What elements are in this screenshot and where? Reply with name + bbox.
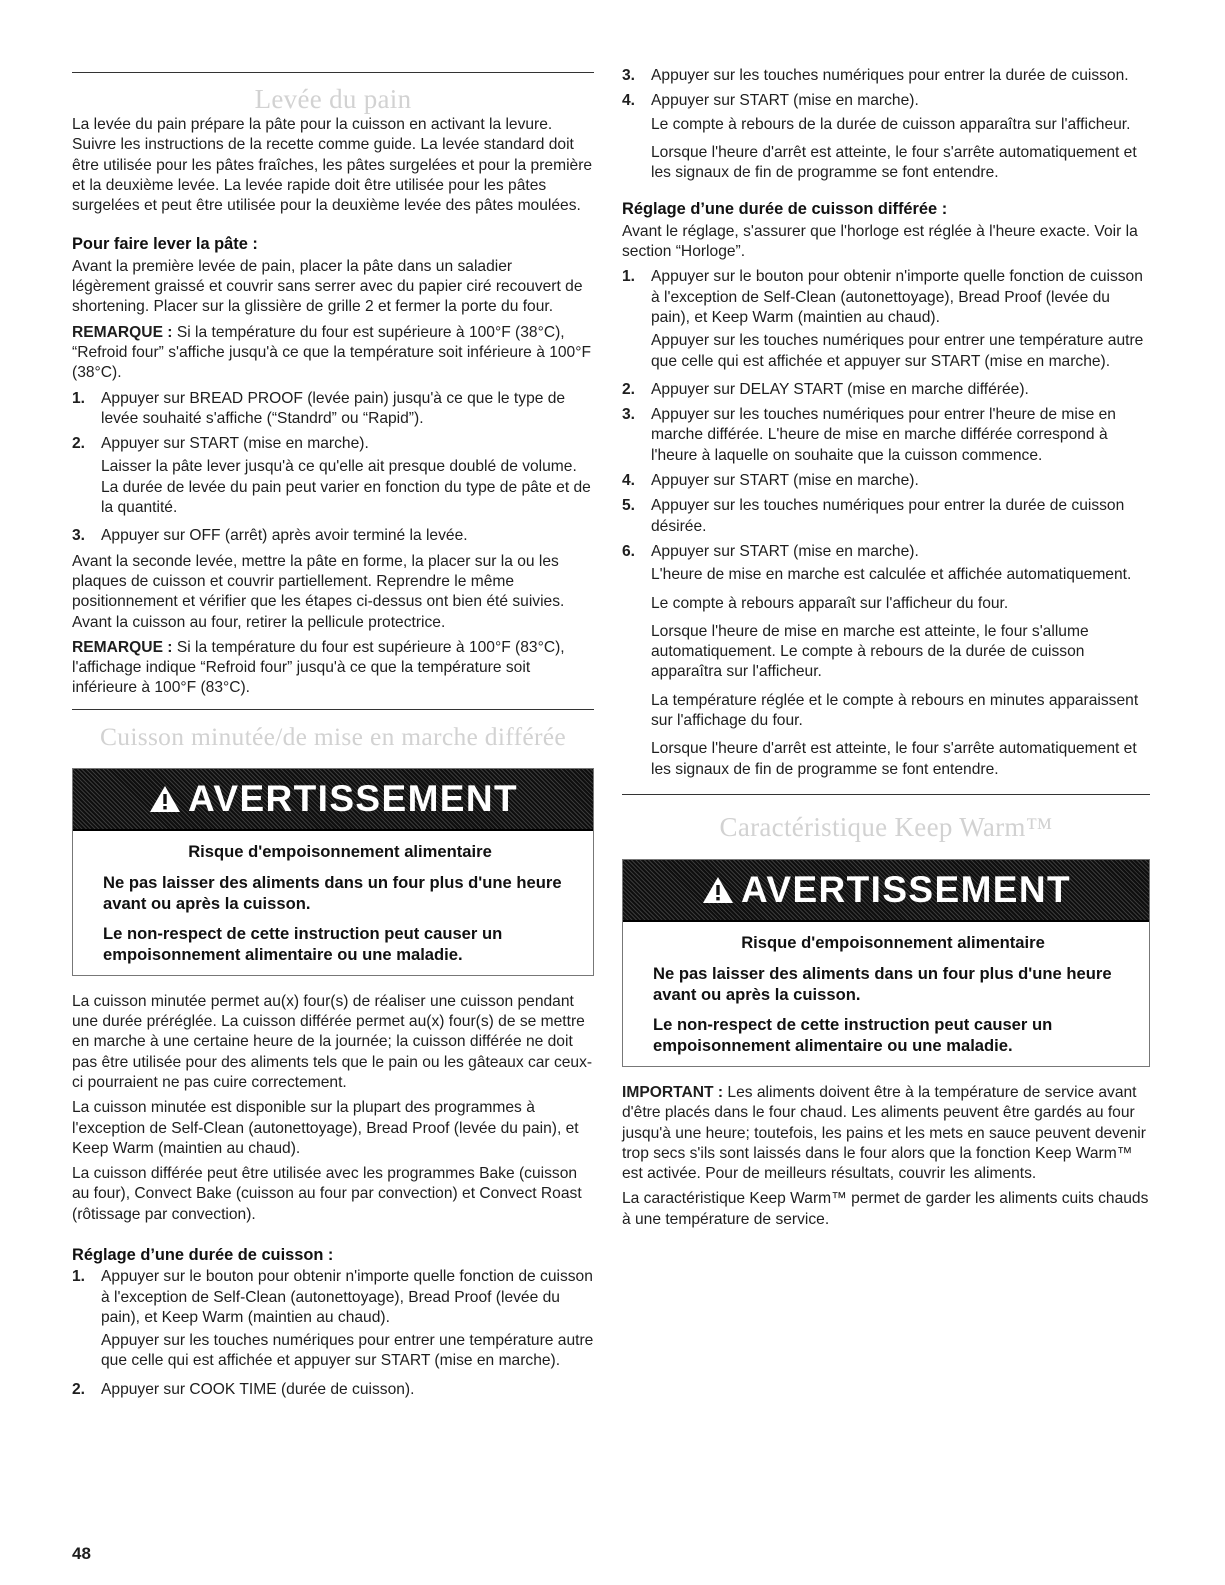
cuisson-step-2 — [72, 1380, 594, 1400]
cuisson-subheading: Réglage d’une durée de cuisson : — [72, 1245, 334, 1264]
step-number: 2. — [72, 435, 86, 453]
levee-step-2 — [72, 434, 594, 454]
step-number: 1. — [622, 268, 636, 286]
step-number: 4. — [622, 92, 636, 110]
differee-detail-3: Lorsque l'heure de mise en marche est atteinte, le four s'allume automatiquement. Le compte à rebours de la durée de cuisson apparaîtra sur l'afficheur. — [651, 622, 1089, 681]
differee-step-3 — [622, 405, 1150, 466]
right-column — [622, 66, 1150, 1235]
step-text: Appuyer sur BREAD PROOF (levée pain) jusqu'à ce que le type de levée souhaité s'affiche (“Standrd” ou “Rapid”). — [101, 389, 566, 427]
left-column — [72, 72, 594, 1405]
warning-triangle-icon — [701, 875, 735, 905]
warning-line-1: Ne pas laisser des aliments dans un four plus d'une heure avant ou après la cuisson. — [103, 872, 562, 913]
section-title-levee: Levée du pain — [254, 84, 412, 114]
differee-detail-2: Le compte à rebours apparaît sur l'afficheur du four. — [651, 594, 1009, 612]
important-label: IMPORTANT : — [622, 1083, 724, 1101]
differee-subheading: Réglage d’une durée de cuisson différée : — [622, 200, 948, 219]
note-label: REMARQUE : — [72, 638, 173, 656]
warning-body — [73, 831, 593, 975]
step-number: 2. — [72, 1380, 86, 1398]
warning-line-2: Le non-respect de cette instruction peut causer un empoisonnement alimentaire ou une maladie. — [653, 1014, 1053, 1055]
differee-step-4 — [622, 471, 1150, 491]
differee-step-2 — [622, 380, 1150, 400]
cuisson-paragraph-3: La cuisson différée peut être utilisée avec les programmes Bake (cuisson au four), Convect Bake (cuisson au four par convection) et Convect Roast (rôtissage par convection). — [72, 1165, 582, 1223]
step-text: Appuyer sur START (mise en marche). — [651, 472, 919, 490]
section-title-cuisson: Cuisson minutée/de mise en marche différée — [99, 721, 567, 751]
cont-detail-1: Le compte à rebours de la durée de cuisson apparaîtra sur l'afficheur. — [651, 115, 1131, 133]
note-text: Si la température du four est supérieure à 100°F (38°C), “Refroid four” s'affiche jusqu'à ce que la température soit inférieure à 100°F (38°C). — [72, 323, 591, 382]
warning-title: Risque d'empoisonnement alimentaire — [188, 841, 492, 861]
cuisson-step-1-detail: Appuyer sur les touches numériques pour entrer une température autre que celle qui est affichée et appuyer sur START (mise en marche). — [101, 1332, 594, 1370]
step-text: Appuyer sur START (mise en marche). — [651, 92, 919, 110]
differee-step-1-detail: Appuyer sur les touches numériques pour entrer une température autre que celle qui est affichée et appuyer sur START (mise en marche). — [651, 332, 1144, 370]
step-number: 1. — [72, 389, 86, 407]
note-label: REMARQUE : — [72, 323, 173, 341]
step-number: 6. — [622, 542, 636, 560]
differee-intro: Avant le réglage, s'assurer que l'horloge est réglée à l'heure exacte. Voir la section “Horloge”. — [622, 222, 1138, 261]
cuisson-paragraph-2: La cuisson minutée est disponible sur la plupart des programmes à l'exception de Self-Clean (autonettoyage), Bread Proof (levée du pain), et Keep Warm (maintien au chaud). — [72, 1099, 579, 1157]
levee-note-1 — [72, 323, 594, 384]
step-number: 3. — [622, 67, 636, 84]
warning-header-text: AVERTISSEMENT — [188, 777, 518, 819]
step-text: Appuyer sur COOK TIME (durée de cuisson). — [101, 1380, 415, 1398]
page-number: 48 — [72, 1544, 91, 1563]
note-text: Si la température du four est supérieure à 100°F (83°C), l'affichage indique “Refroid four” jusqu'à ce que la température soit inférieure à 100°F (83°C). — [72, 638, 565, 697]
warning-header-text: AVERTISSEMENT — [741, 868, 1071, 910]
levee-subheading: Pour faire lever la pâte : — [72, 235, 258, 254]
levee-step-2-detail: Laisser la pâte lever jusqu'à ce qu'elle ait presque doublé de volume. La durée de levée du pain peut varier en fonction du type de pâte et de la quantité. — [101, 458, 591, 517]
step-number: 4. — [622, 472, 636, 490]
warning-line-1: Ne pas laisser des aliments dans un four plus d'une heure avant ou après la cuisson. — [653, 963, 1112, 1004]
warning-title: Risque d'empoisonnement alimentaire — [741, 932, 1045, 952]
cont-detail-2: Lorsque l'heure d'arrêt est atteinte, le four s'arrête automatiquement et les signaux de fin de programme se font entendre. — [651, 143, 1137, 182]
levee-paragraph-2: Avant la seconde levée, mettre la pâte en forme, la placer sur la ou les plaques de cuisson et couvrir partiellement. Reprendre le même positionnement et vérifier que les étapes ci-dessus ont bien été suivies. Avant la cuisson au four, retirer la pellicule protectrice. — [72, 552, 565, 631]
section-title-keepwarm: Caractéristique Keep Warm™ — [719, 811, 1053, 842]
levee-note-2 — [72, 638, 594, 699]
step-text: Appuyer sur les touches numériques pour entrer la durée de cuisson désirée. — [651, 497, 1125, 535]
step-text: Appuyer sur le bouton pour obtenir n'importe quelle fonction de cuisson à l'exception de Self-Clean (autonettoyage), Bread Proof (levée du pain), et Keep Warm (maintien au chaud). — [651, 268, 1143, 326]
section-divider — [622, 794, 1150, 795]
important-text: Les aliments doivent être à la température de service avant d'être placés dans le four chaud. Les aliments peuvent être gardés au four jusqu'à une heure; toutefois, les pains et les mets en sauce peuvent devenir trop secs s'ils sont laissés dans le four alors que la fonction Keep Warm™ est activée. Pour de meilleurs résultats, couvrir les aliments. — [622, 1083, 1146, 1183]
step-text: Appuyer sur les touches numériques pour entrer la durée de cuisson. — [651, 67, 1129, 84]
levee-step-3 — [72, 526, 594, 546]
section-divider — [72, 72, 594, 73]
section-divider — [72, 709, 594, 710]
step-text: Appuyer sur START (mise en marche). — [651, 542, 919, 560]
differee-detail-4: La température réglée et le compte à rebours en minutes apparaissent sur l'affichage du four. — [651, 691, 1139, 730]
levee-paragraph-1: Avant la première levée de pain, placer la pâte dans un saladier légèrement graissé et couvrir sans serrer avec du papier ciré recouvert de shortening. Placer sur la glissière de grille 2 et fermer la porte du four. — [72, 257, 583, 316]
step-number: 3. — [72, 527, 86, 545]
differee-detail-5: Lorsque l'heure d'arrêt est atteinte, le four s'arrête automatiquement et les signaux de fin de programme se font entendre. — [651, 740, 1137, 778]
keepwarm-paragraph-2: La caractéristique Keep Warm™ permet de garder les aliments cuits chauds à une température de service. — [622, 1190, 1149, 1228]
step-number: 3. — [622, 406, 636, 424]
warning-header — [623, 860, 1149, 922]
warning-body — [623, 922, 1149, 1066]
cont-step-4 — [622, 91, 1150, 111]
step-text: Appuyer sur START (mise en marche). — [101, 435, 369, 453]
warning-triangle-icon — [148, 784, 182, 814]
levee-step-1 — [72, 389, 594, 430]
step-number: 5. — [622, 497, 636, 515]
step-text: Appuyer sur le bouton pour obtenir n'importe quelle fonction de cuisson à l'exception de Self-Clean (autonettoyage), Bread Proof (levée du pain), et Keep Warm (maintien au chaud). — [101, 1268, 593, 1326]
step-number: 2. — [622, 380, 636, 398]
warning-line-2: Le non-respect de cette instruction peut causer un empoisonnement alimentaire ou une maladie. — [103, 923, 503, 964]
step-text: Appuyer sur DELAY START (mise en marche différée). — [651, 380, 1029, 398]
step-number: 1. — [72, 1268, 86, 1286]
cuisson-paragraph-1: La cuisson minutée permet au(x) four(s) de réaliser une cuisson pendant une durée préréglée. La cuisson différée permet au(x) four(s) de se mettre en marche à une certaine heure de la journée; la cuisson différée ne doit pas être utilisée pour des aliments tels que le pain ou les gâteaux car ceux-ci pourraient ne pas cuire correctement. — [72, 992, 593, 1091]
differee-step-5 — [622, 496, 1150, 537]
step-text: Appuyer sur OFF (arrêt) après avoir terminé la levée. — [101, 527, 468, 545]
differee-step-6 — [622, 542, 1150, 562]
step-text: Appuyer sur les touches numériques pour entrer l'heure de mise en marche différée. L'heure de mise en marche différée correspond à l'heure à laquelle on souhaite que la cuisson commence. — [651, 406, 1116, 464]
levee-intro: La levée du pain prépare la pâte pour la cuisson en activant la levure. Suivre les instructions de la recette comme guide. La levée standard doit être utilisée pour les pâtes fraîches, les pâtes surgelées et pour la première et la deuxième levée. La levée rapide doit être utilisée pour les pâtes surgelées et peut être utilisée pour la deuxième levée des pâtes moulées. — [72, 116, 593, 215]
differee-detail-1: L'heure de mise en marche est calculée et affichée automatiquement. — [651, 566, 1132, 584]
cont-step-3 — [622, 66, 1150, 86]
cuisson-step-1 — [72, 1267, 594, 1328]
keepwarm-important — [622, 1083, 1150, 1184]
warning-box — [72, 768, 594, 976]
differee-step-1 — [622, 267, 1150, 328]
warning-header — [73, 769, 593, 831]
warning-box — [622, 859, 1150, 1067]
